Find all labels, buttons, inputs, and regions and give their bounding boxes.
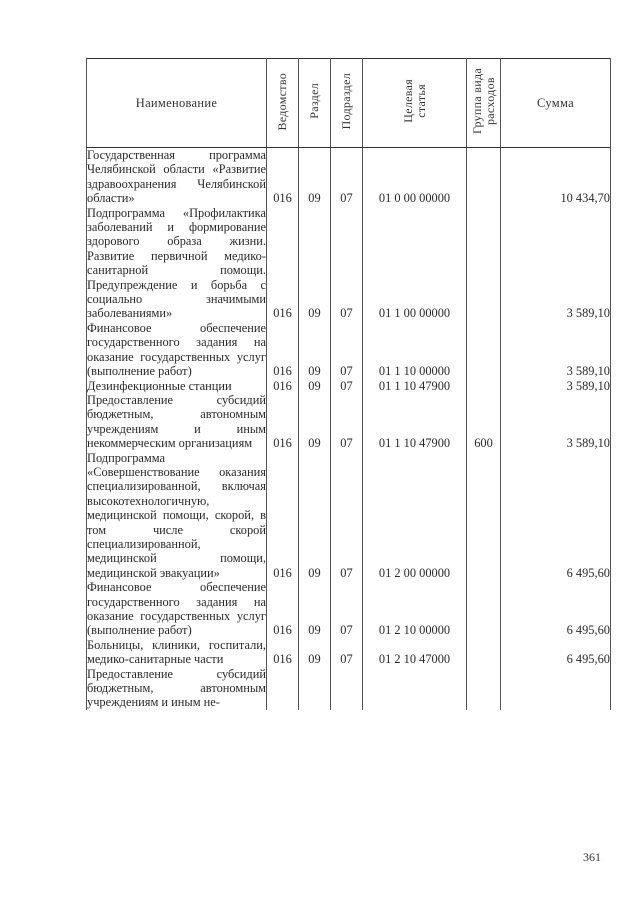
header-gruppa-vida-rashodov: Группа вида расходов <box>467 59 501 148</box>
table-row <box>87 206 611 321</box>
row-summa: 3 589,10 <box>501 206 611 321</box>
row-podrazdel: 07 <box>331 206 363 321</box>
row-razdel: 09 <box>299 393 331 451</box>
row-vedomstvo: 016 <box>267 148 299 206</box>
row-summa: 6 495,60 <box>501 638 611 667</box>
table-row <box>87 638 611 667</box>
row-gruppa <box>467 148 501 206</box>
header-podrazdel: Подраздел <box>331 59 363 148</box>
row-vedomstvo: 016 <box>267 206 299 321</box>
row-razdel <box>299 667 331 710</box>
table-row <box>87 379 611 393</box>
row-podrazdel: 07 <box>331 393 363 451</box>
row-name: Предоставление субсидий бюджетным, автономным учреждениям и иным некоммерческим организациям <box>87 392 266 451</box>
row-gruppa <box>467 206 501 321</box>
row-podrazdel: 07 <box>331 638 363 667</box>
row-name: Предоставление субсидий бюджетным, автономным учреждениям и иным не- <box>87 666 266 710</box>
row-razdel: 09 <box>299 321 331 379</box>
row-podrazdel: 07 <box>331 580 363 638</box>
row-podrazdel: 07 <box>331 321 363 379</box>
row-celevaya-statya: 01 1 00 00000 <box>363 206 467 321</box>
row-name: Финансовое обеспечение государственного задания на оказание государственных услуг (выполнение работ) <box>87 320 266 379</box>
row-celevaya-statya: 01 2 10 47000 <box>363 638 467 667</box>
row-name: Государственная программа Челябинской области «Развитие здравоохранения Челябинской области» <box>87 148 266 206</box>
row-vedomstvo: 016 <box>267 321 299 379</box>
row-celevaya-statya: 01 0 00 00000 <box>363 148 467 206</box>
row-gruppa <box>467 580 501 638</box>
row-celevaya-statya: 01 1 10 47900 <box>363 393 467 451</box>
row-vedomstvo: 016 <box>267 451 299 581</box>
row-razdel: 09 <box>299 148 331 206</box>
row-summa <box>501 667 611 710</box>
row-razdel: 09 <box>299 580 331 638</box>
row-vedomstvo <box>267 667 299 710</box>
header-name: Наименование <box>87 59 267 148</box>
row-name: Подпрограмма «Совершенствование оказания специализированной, включая высокотехнологичную, медицинской помощи, скорой, в том числе скорой специализированной, медицинской помощи, медицинской эвакуации» <box>87 450 266 580</box>
row-celevaya-statya <box>363 667 467 710</box>
row-name: Финансовое обеспечение государственного задания на оказание государственных услуг (выполнение работ) <box>87 580 266 638</box>
row-celevaya-statya: 01 1 10 47900 <box>363 379 467 393</box>
row-summa: 3 589,10 <box>501 393 611 451</box>
row-podrazdel: 07 <box>331 148 363 206</box>
row-podrazdel <box>331 667 363 710</box>
row-gruppa <box>467 638 501 667</box>
header-razdel: Раздел <box>299 59 331 148</box>
row-name: Больницы, клиники, госпитали, медико-санитарные части <box>87 637 266 667</box>
row-gruppa: 600 <box>467 393 501 451</box>
table-row <box>87 393 611 451</box>
row-summa: 6 495,60 <box>501 451 611 581</box>
row-name: Дезинфекционные станции <box>87 379 267 393</box>
row-podrazdel: 07 <box>331 451 363 581</box>
row-name: Подпрограмма «Профилактика заболеваний и формирование здорового образа жизни. Развитие первичной медико-санитарной помощи. Предупреждение и борьба с социально значимыми заболеваниями» <box>87 205 266 321</box>
table-row <box>87 580 611 638</box>
table-header-row <box>87 59 611 148</box>
row-summa: 3 589,10 <box>501 321 611 379</box>
row-vedomstvo: 016 <box>267 393 299 451</box>
row-razdel: 09 <box>299 379 331 393</box>
row-vedomstvo: 016 <box>267 379 299 393</box>
row-gruppa <box>467 321 501 379</box>
row-gruppa <box>467 451 501 581</box>
row-celevaya-statya: 01 2 00 00000 <box>363 451 467 581</box>
row-summa: 3 589,10 <box>501 379 611 393</box>
page-number: 361 <box>583 850 601 864</box>
row-vedomstvo: 016 <box>267 580 299 638</box>
budget-table <box>86 58 611 710</box>
row-celevaya-statya: 01 1 10 00000 <box>363 321 467 379</box>
row-gruppa <box>467 667 501 710</box>
header-celevaya-statya: Целевая статья <box>363 59 467 148</box>
table-row <box>87 148 611 206</box>
table-row <box>87 451 611 581</box>
row-razdel: 09 <box>299 638 331 667</box>
header-vedomstvo: Ведомство <box>267 59 299 148</box>
row-razdel: 09 <box>299 206 331 321</box>
row-gruppa <box>467 379 501 393</box>
row-razdel: 09 <box>299 451 331 581</box>
row-vedomstvo: 016 <box>267 638 299 667</box>
table-row <box>87 667 611 710</box>
row-summa: 6 495,60 <box>501 580 611 638</box>
header-summa: Сумма <box>501 59 611 148</box>
row-summa: 10 434,70 <box>501 148 611 206</box>
row-celevaya-statya: 01 2 10 00000 <box>363 580 467 638</box>
row-podrazdel: 07 <box>331 379 363 393</box>
table-row <box>87 321 611 379</box>
